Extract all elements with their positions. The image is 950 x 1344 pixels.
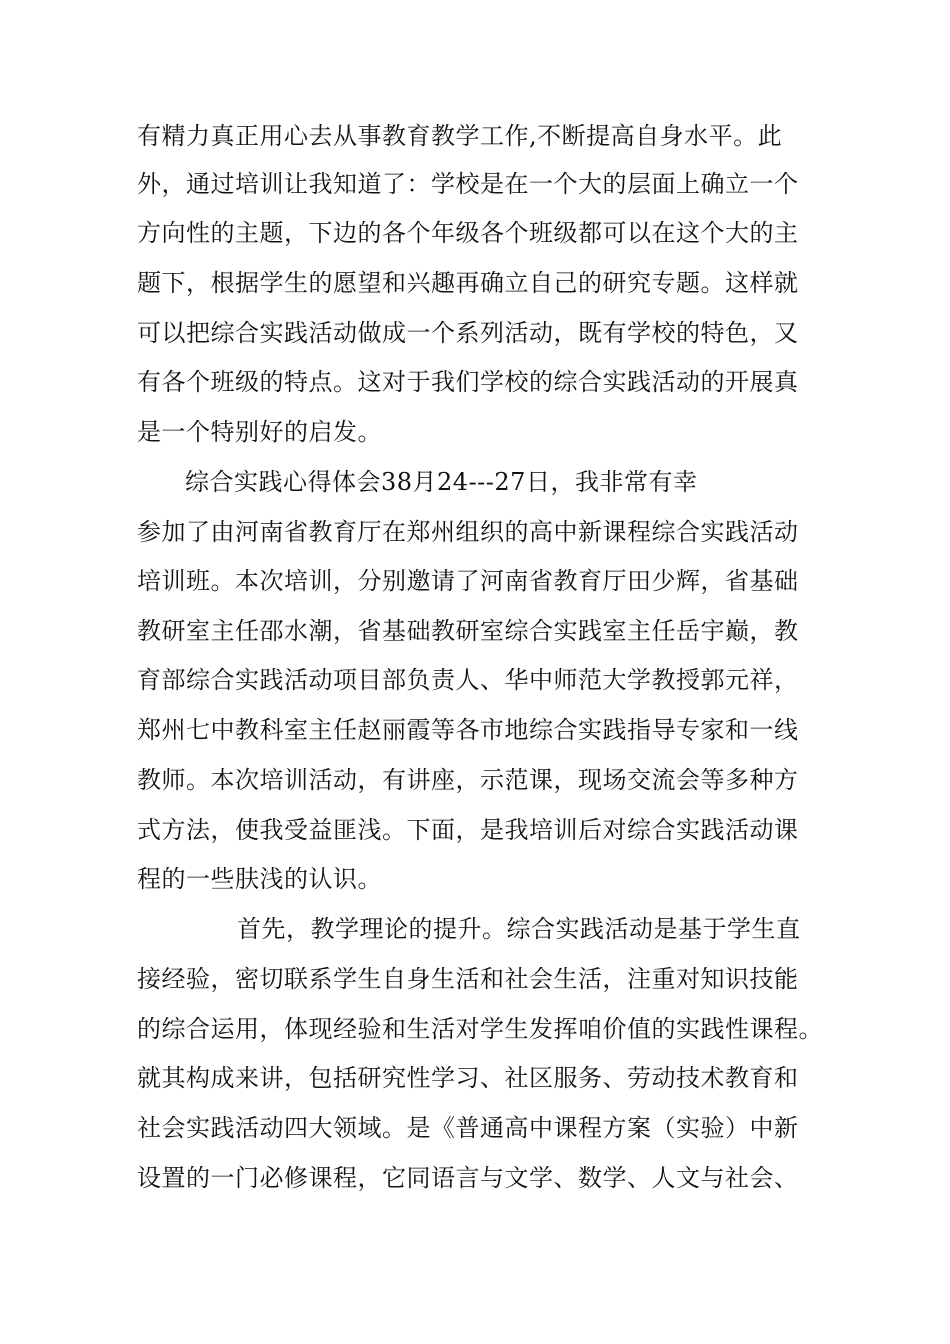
text-line-22: 设置的一门必修课程，它同语言与文学、数学、人文与社会、	[137, 1164, 799, 1192]
text-line-16: 程的一些肤浅的认识。	[137, 865, 382, 893]
text-line-11: 教研室主任邵水潮，省基础教研室综合实践室主任岳宇巅，教	[137, 617, 799, 645]
text-line-17: 首先，教学理论的提升。综合实践活动是基于学生直	[237, 915, 801, 943]
text-line-10: 培训班。本次培训，分别邀请了河南省教育厅田少辉，省基础	[137, 567, 799, 595]
text-line-6: 有各个班级的特点。这对于我们学校的综合实践活动的开展真	[137, 368, 799, 396]
text-line-18: 接经验，密切联系学生自身生活和社会生活，注重对知识技能	[137, 965, 799, 993]
text-line-9: 参加了由河南省教育厅在郑州组织的高中新课程综合实践活动	[137, 518, 799, 546]
text-line-2: 外，通过培训让我知道了：学校是在一个大的层面上确立一个	[137, 170, 799, 198]
text-line-3: 方向性的主题，下边的各个年级各个班级都可以在这个大的主	[137, 219, 799, 247]
text-line-7: 是一个特别好的启发。	[137, 418, 382, 446]
text-line-20: 就其构成来讲，包括研究性学习、社区服务、劳动技术教育和	[137, 1064, 799, 1092]
text-line-13: 郑州七中教科室主任赵丽霞等各市地综合实践指导专家和一线	[137, 716, 799, 744]
text-line-8: 综合实践心得体会38月24---27日，我非常有幸	[185, 468, 698, 496]
text-line-4: 题下，根据学生的愿望和兴趣再确立自己的研究专题。这样就	[137, 269, 799, 297]
text-line-19: 的综合运用，体现经验和生活对学生发挥咱价值的实践性课程。	[137, 1015, 823, 1043]
text-line-5: 可以把综合实践活动做成一个系列活动，既有学校的特色，又	[137, 319, 799, 347]
text-line-21: 社会实践活动四大领域。是《普通高中课程方案（实验）中新	[137, 1114, 799, 1142]
text-line-14: 教师。本次培训活动，有讲座，示范课，现场交流会等多种方	[137, 766, 799, 794]
text-line-1: 有精力真正用心去从事教育教学工作,不断提高自身水平。此	[137, 122, 783, 150]
text-line-15: 式方法，使我受益匪浅。下面，是我培训后对综合实践活动课	[137, 816, 799, 844]
text-line-12: 育部综合实践活动项目部负责人、华中师范大学教授郭元祥，	[137, 666, 799, 694]
